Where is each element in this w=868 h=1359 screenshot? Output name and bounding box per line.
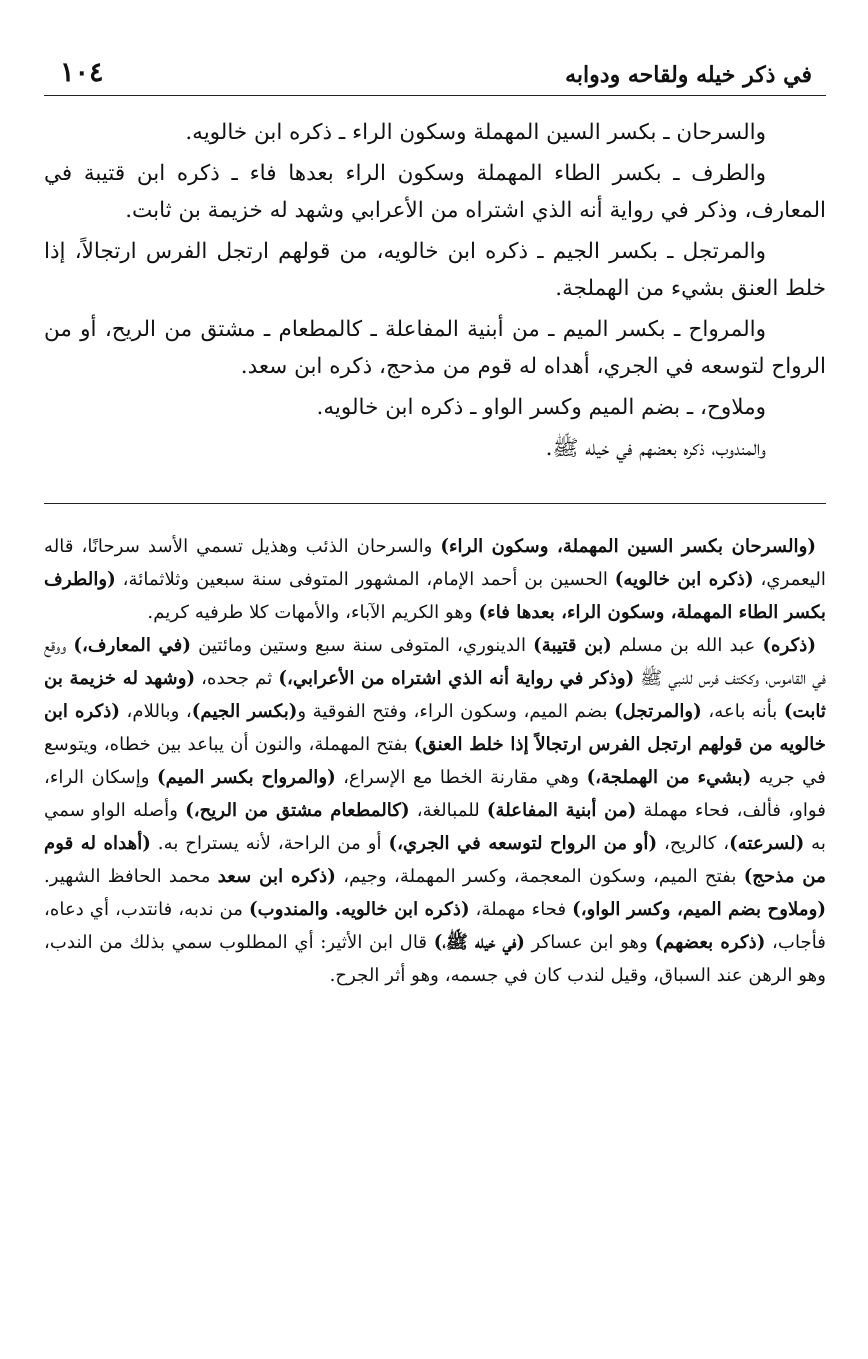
quoted-phrase: (ذكره بعضهم) (654, 932, 766, 953)
commentary-text-run: وأصله الواو سمي به (44, 800, 826, 854)
main-paragraph-tarf: والطرف ـ بكسر الطاء المهملة وسكون الراء بعدها فاء ـ ذكره ابن قتيبة في المعارف، وذكر في رواية أنه الذي اشتراه من الأعرابي وشهد له خزيمة بن ثابت. (44, 161, 826, 223)
quoted-phrase: (في خيله ﷺ،) (433, 932, 525, 953)
commentary-text-run: بأنه باعه، (701, 701, 784, 722)
commentary-text-run: محمد الحافظ الشهير. (44, 866, 218, 887)
commentary-text (44, 530, 826, 992)
main-paragraph-murtajal: والمرتجل ـ بكسر الجيم ـ ذكره ابن خالويه، من قولهم ارتجل الفرس ارتجالاً، إذا خلط العنق بشيء من الهملجة. (44, 239, 826, 301)
commentary-text-run: بفتح المهملة، والنون أن يباعد بين خطاه، ويتوسع في جريه (44, 734, 826, 788)
commentary-text-run: بفتح الميم، وسكون المعجمة، وكسر المهملة، وجيم، (335, 866, 744, 887)
quoted-phrase: (والمرتجل) (614, 701, 702, 722)
quoted-phrase: (ذكره ابن سعد (217, 866, 336, 887)
quoted-phrase: (أو من الرواح لتوسعه في الجري،) (388, 833, 658, 854)
quoted-phrase: (ذكره) (762, 635, 816, 656)
commentary-text-run: وإسكان الراء، فواو، فألف، فحاء مهملة (44, 767, 827, 821)
main-paragraph-sarhan: والسرحان ـ بكسر السين المهملة وسكون الراء ـ ذكره ابن خالويه. (185, 120, 766, 145)
running-title: في ذكر خيله ولقاحه ودوابه (565, 62, 812, 88)
quoted-phrase: (وذكر في رواية أنه الذي اشتراه من الأعرابي،) (278, 668, 635, 689)
quoted-phrase: (أهداه له قوم من مذحج) (44, 833, 827, 887)
commentary-text-run: وهو ابن عساكر (524, 932, 655, 953)
quoted-phrase: (ذكره ابن خالويه) (614, 569, 754, 590)
main-paragraph-mandub: والمندوب، ذكره بعضهم في خيله ﷺ. (545, 436, 766, 461)
main-text (44, 114, 826, 467)
quoted-phrase: (من أبنية المفاعلة) (486, 800, 637, 821)
quoted-phrase: (ذكره ابن خالويه. والمندوب) (248, 899, 470, 920)
commentary-text-run: قال ابن الأثير: أي المطلوب سمي بذلك من الندب، وهو الرهن عند السباق، وقيل لندب كان في جسمه، وهو أثر الجرح. (44, 932, 826, 986)
quoted-phrase: (لسرعته) (729, 833, 805, 854)
page-number: ١٠٤ (60, 57, 104, 88)
commentary-text-run: فحاء مهملة، (469, 899, 573, 920)
commentary-text-run: الدينوري، المتوفى سنة سبع وستين ومائتين (190, 635, 534, 656)
page-header (44, 48, 826, 88)
commentary-text-run: الحسين بن أحمد الإمام، المشهور المتوفى سنة سبعين وثلاثمائة، (115, 569, 615, 590)
commentary-text-run: ، وباللام، (119, 701, 192, 722)
main-paragraph-mulawih: وملاوح، ـ بضم الميم وكسر الواو ـ ذكره ابن خالويه. (316, 395, 766, 420)
quoted-phrase: (في المعارف،) (73, 635, 191, 656)
quoted-phrase: (والسرحان بكسر السين المهملة، وسكون الراء) (440, 536, 816, 557)
quoted-phrase: (ذكره ابن خالويه من قولهم ارتجل الفرس ارتجالاً إذا خلط العنق) (44, 701, 826, 755)
commentary-text-run: وهي مقارنة الخطا مع الإسراع، (335, 767, 587, 788)
quoted-phrase: (بكسر الجيم) (191, 701, 298, 722)
commentary-text-run: بضم الميم، وسكون الراء، وفتح الفوقية و (297, 701, 615, 722)
commentary-text-run: من ندبه، فانتدب، أي دعاه، فأجاب، (44, 899, 826, 953)
commentary-text-run: وهو الكريم الآباء، والأمهات كلا طرفيه كريم. (147, 602, 479, 623)
quoted-phrase: (بن قتيبة) (533, 635, 612, 656)
quoted-phrase: (والطرف بكسر الطاء المهملة، وسكون الراء، بعدها فاء) (44, 569, 826, 623)
quoted-phrase: (كالمطعام مشتق من الريح،) (185, 800, 410, 821)
commentary-paragraph-1 (44, 530, 826, 629)
quoted-phrase: (وملاوح بضم الميم، وكسر الواو،) (572, 899, 827, 920)
commentary-text-run: ووقع في القاموس، وككتف فرس للنبي ﷺ (44, 635, 826, 689)
commentary-paragraph-2 (44, 629, 826, 992)
main-paragraph-mirwah: والمرواح ـ بكسر الميم ـ من أبنية المفاعلة ـ كالمطعام ـ مشتق من الريح، أو من الرواح لتوسعه في الجري، أهداه له قوم من مذحج، ذكره ابن سعد. (44, 317, 826, 379)
commentary-text-run: ، كالريح، (657, 833, 730, 854)
commentary-text-run: أو من الراحة، لأنه يستراح به. (150, 833, 389, 854)
quoted-phrase: (وشهد له خزيمة بن ثابت) (44, 668, 826, 722)
quoted-phrase: (والمرواح بكسر الميم) (156, 767, 336, 788)
commentary-text-run: للمبالغة، (409, 800, 487, 821)
header-rule (44, 95, 826, 96)
commentary-text-run: والسرحان الذئب وهذيل تسمي الأسد سرحانًا، قاله اليعمري، (44, 536, 826, 590)
commentary-text-run: ثم جحده، (195, 668, 279, 689)
commentary-text-run: عبد الله بن مسلم (611, 635, 763, 656)
footnote-separator (44, 503, 826, 504)
quoted-phrase: (بشيء من الهملجة،) (586, 767, 752, 788)
